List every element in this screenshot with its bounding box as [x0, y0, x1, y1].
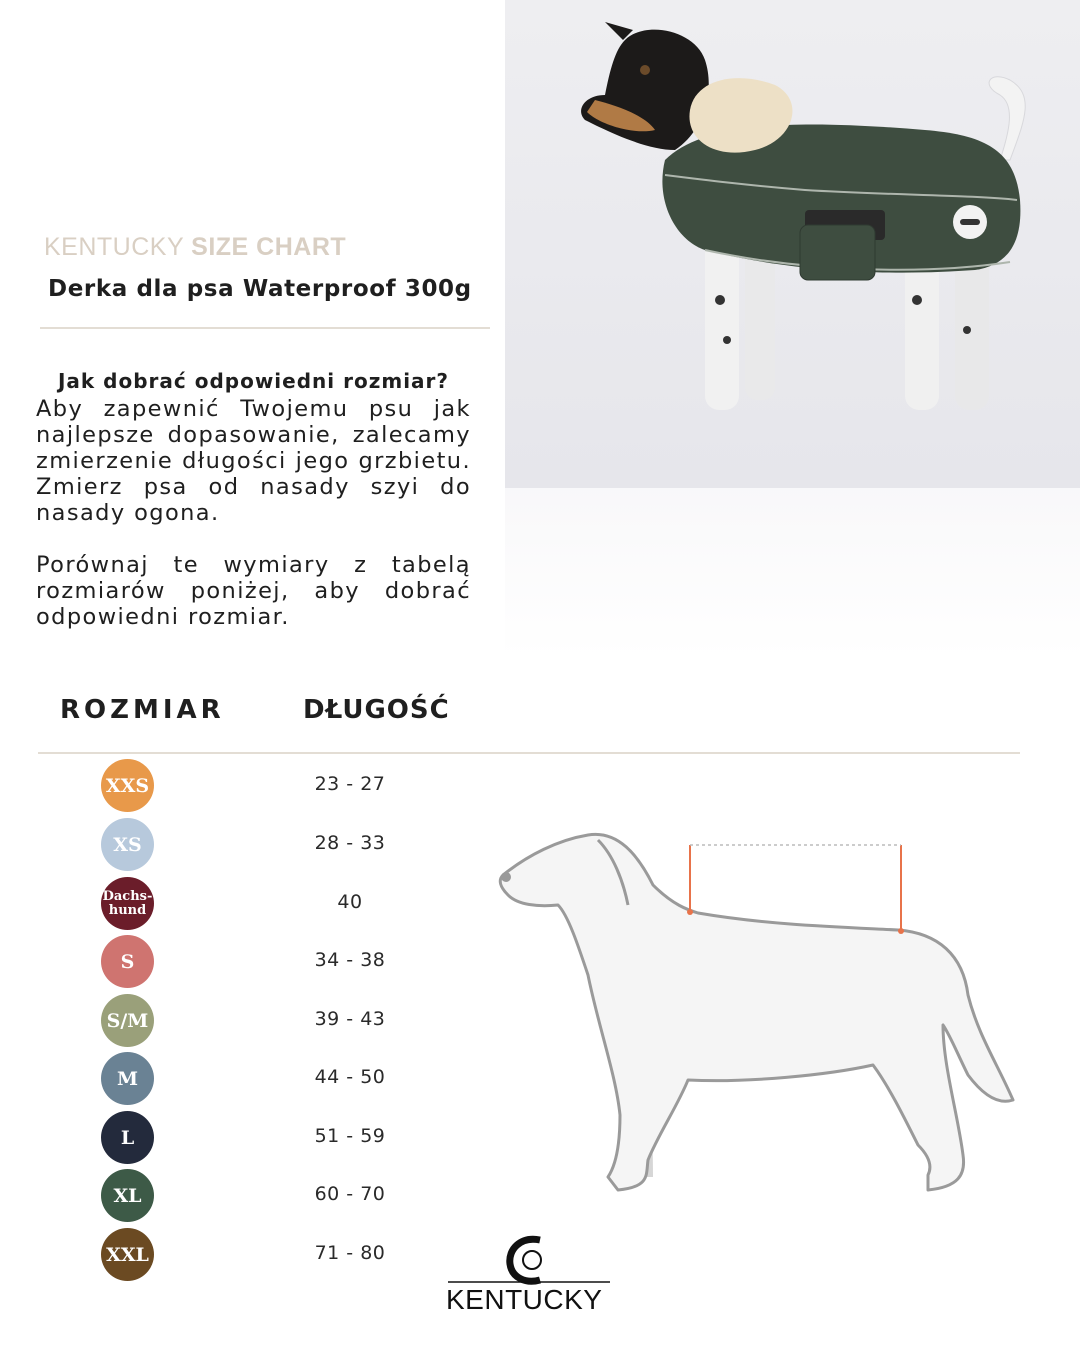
logo-wordmark: KENTUCKY: [446, 1284, 603, 1315]
table-row: [0, 759, 500, 813]
length-value: 40: [337, 891, 363, 913]
dog-in-coat-photo: [505, 0, 1080, 488]
length-value: 39 - 43: [314, 1008, 386, 1030]
kentucky-logo: [440, 1232, 620, 1322]
length-value: 34 - 38: [314, 949, 386, 971]
column-header-size: ROZMIAR: [60, 695, 225, 725]
header-divider: [40, 327, 490, 329]
table-row: [0, 818, 500, 872]
table-row: [0, 1111, 500, 1165]
kentucky-horse-logo: [440, 1232, 620, 1292]
instructions-paragraph-1: Aby zapewnić Twojemu psu jak najlepsze dopasowanie, zalecamy zmierzenie długości jego grzbietu. Zmierz psa od nasady szyi do nasady ogona.: [36, 396, 471, 526]
table-row: [0, 935, 500, 989]
length-value: 51 - 59: [314, 1125, 386, 1147]
photo-reflection: [505, 488, 1080, 658]
size-badge: XL: [101, 1169, 154, 1222]
table-row: [0, 1228, 500, 1282]
size-badge: S/M: [101, 994, 154, 1047]
size-badge: L: [101, 1111, 154, 1164]
size-badge: XXL: [101, 1228, 154, 1281]
table-row: [0, 877, 500, 931]
table-row: [0, 1052, 500, 1106]
instructions-paragraph-2: Porównaj te wymiary z tabelą rozmiarów poniżej, aby dobrać odpowiedni rozmiar.: [36, 552, 471, 630]
product-title: Derka dla psa Waterproof 300g: [48, 276, 472, 302]
brand-name: KENTUCKY: [44, 233, 184, 261]
size-badge: M: [101, 1052, 154, 1105]
length-value: 60 - 70: [314, 1183, 386, 1205]
length-value: 28 - 33: [314, 832, 386, 854]
table-row: [0, 994, 500, 1048]
sizing-question: Jak dobrać odpowiedni rozmiar?: [57, 369, 450, 393]
brand-suffix: SIZE CHART: [191, 233, 347, 261]
size-badge: Dachs- hund: [101, 877, 154, 930]
dog-measurement-diagram: [488, 815, 1033, 1215]
length-value: 23 - 27: [314, 773, 386, 795]
length-value: 44 - 50: [314, 1066, 386, 1088]
sizing-instructions: [36, 368, 471, 630]
table-row: [0, 1169, 500, 1223]
column-header-length: DŁUGOŚĆ: [303, 695, 450, 725]
size-badge: XXS: [101, 759, 154, 812]
size-badge: XS: [101, 818, 154, 871]
length-value: 71 - 80: [314, 1242, 386, 1264]
size-badge: S: [101, 935, 154, 988]
brand-heading: [44, 233, 346, 262]
table-divider: [38, 752, 1020, 754]
